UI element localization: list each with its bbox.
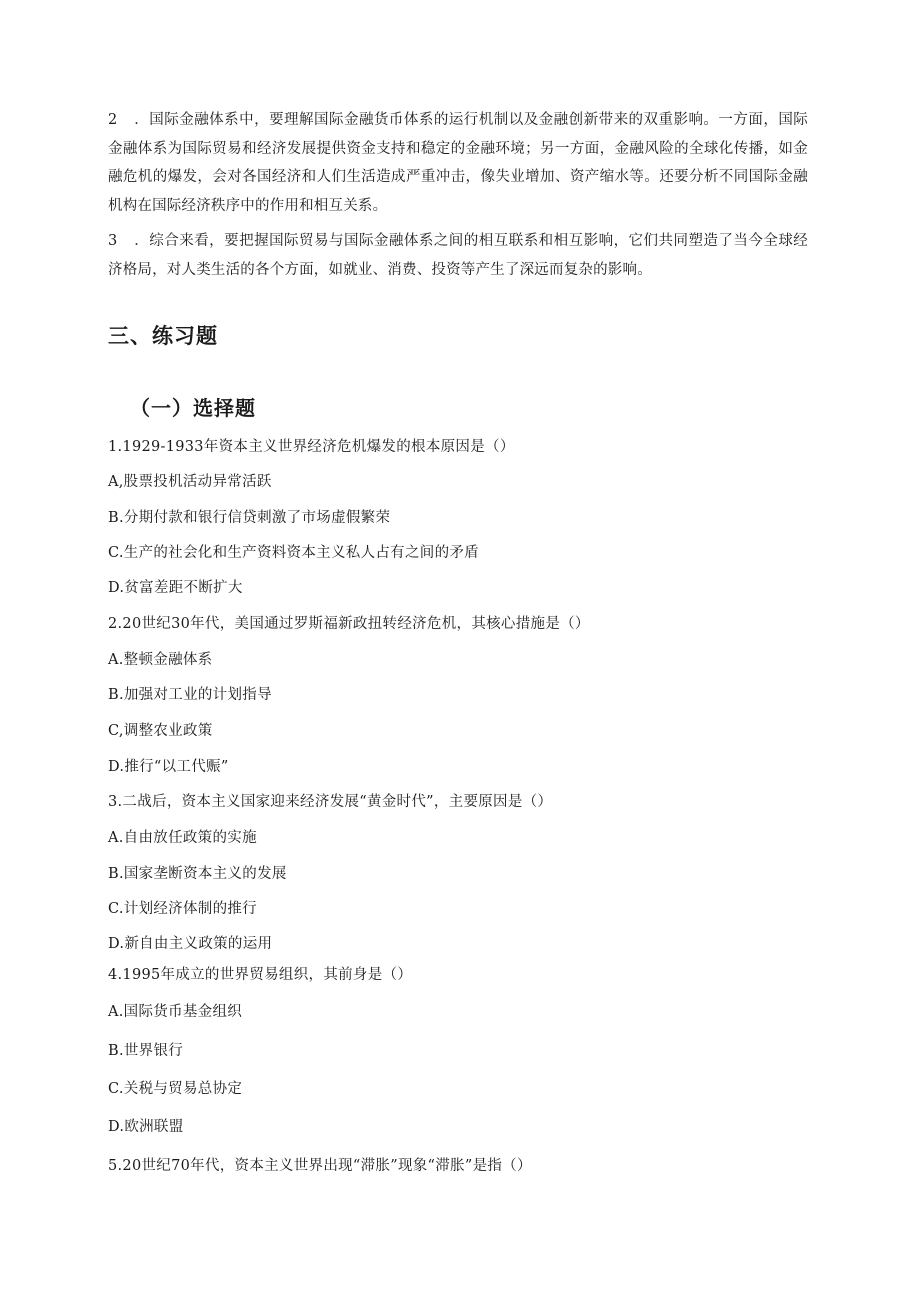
question-option: C.生产的社会化和生产资料资本主义私人占有之间的矛盾 [108,545,479,561]
question-option: D.贫富差距不断扩大 [108,580,243,596]
question-option: B.分期付款和银行信贷刺激了市场虚假繁荣 [108,510,391,526]
paragraph-number: 3 [108,233,118,249]
question-option: A.自由放任政策的实施 [108,830,257,846]
section-title: 三、练习题 [108,324,218,348]
question-stem: 3.二战后，资本主义国家迎来经济发展“黄金时代”，主要原因是（） [108,794,553,810]
paragraph-2 [108,106,808,220]
question-option: A.整顿金融体系 [108,652,213,668]
paragraph-3 [108,227,808,284]
subsection-title: （一）选择题 [130,396,256,420]
question-option: D.新自由主义政策的运用 [108,936,273,952]
question-stem: 2.20世纪30年代，美国通过罗斯福新政扭转经济危机，其核心措施是（） [108,616,590,632]
question-stem: 1.1929-1933年资本主义世界经济危机爆发的根本原因是（） [108,439,515,455]
question-option: C,调整农业政策 [108,723,213,739]
question-option: D.推行“以工代赈” [108,759,229,775]
question-stem: 5.20世纪70年代，资本主义世界出现“滞胀”现象“滞胀”是指（） [108,1158,532,1174]
question-option: B.世界银行 [108,1043,184,1059]
question-option: A,股票投机活动异常活跃 [108,474,272,490]
paragraph-text: ．国际金融体系中，要理解国际金融货币体系的运行机制以及金融创新带来的双重影响。一方面，国际金融体系为国际贸易和经济发展提供资金支持和稳定的金融环境；另一方面，金融风险的全球化传播，如金融危机的爆发，会对各国经济和人们生活造成严重冲击，像失业增加、资产缩水等。还要分析不同国际金融机构在国际经济秩序中的作用和相互关系。 [108,112,808,214]
question-option: B.国家垄断资本主义的发展 [108,866,287,882]
paragraph-number: 2 [108,112,118,128]
question-option: B.加强对工业的计划指导 [108,687,272,703]
question-stem: 4.1995年成立的世界贸易组织，其前身是（） [108,967,413,983]
question-option: A.国际货币基金组织 [108,1004,243,1020]
question-option: C.关税与贸易总协定 [108,1081,243,1097]
question-option: D.欧洲联盟 [108,1119,184,1135]
question-option: C.计划经济体制的推行 [108,901,257,917]
paragraph-text: ．综合来看，要把握国际贸易与国际金融体系之间的相互联系和相互影响，它们共同塑造了当今全球经济格局，对人类生活的各个方面，如就业、消费、投资等产生了深远而复杂的影响。 [108,233,808,278]
